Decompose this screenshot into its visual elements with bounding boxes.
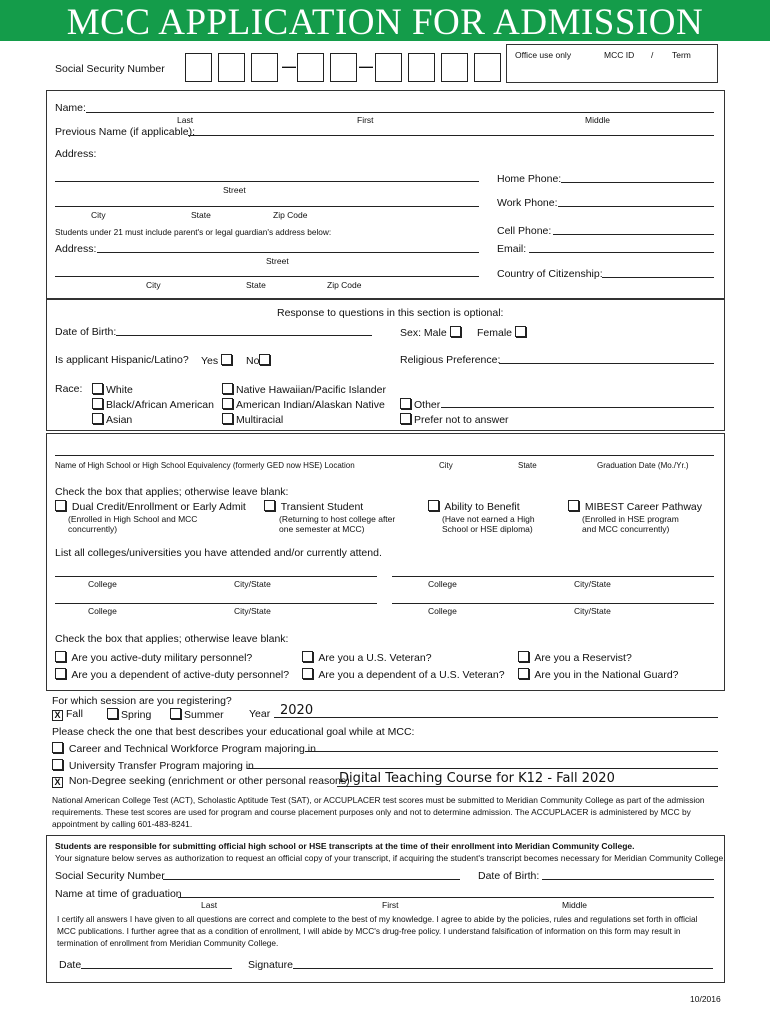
sex-male[interactable]: Sex: Male xyxy=(400,326,464,339)
city-state-zip-field[interactable] xyxy=(55,206,479,207)
date-label: Date xyxy=(59,959,82,971)
street-field[interactable] xyxy=(55,181,479,182)
previous-name-field[interactable] xyxy=(188,135,714,136)
hispanic-no[interactable]: No xyxy=(246,354,273,367)
name-grad-label: Name at time of graduation xyxy=(55,888,182,900)
college-caption-1: College xyxy=(88,579,117,589)
race-label: Race: xyxy=(55,383,83,395)
hispanic-label: Is applicant Hispanic/Latino? xyxy=(55,354,189,366)
city-state-caption-1: City/State xyxy=(234,579,271,589)
grad-first-caption: First xyxy=(382,900,399,910)
name-first-caption: First xyxy=(357,115,374,125)
nondegree-field[interactable] xyxy=(337,786,718,787)
reservist-checkbox[interactable] xyxy=(518,651,529,662)
race-multiracial[interactable]: Multiracial xyxy=(222,413,283,426)
ssn-dash-1: — xyxy=(282,58,296,74)
black-checkbox[interactable] xyxy=(92,398,103,409)
sig-dob-label: Date of Birth: xyxy=(478,870,540,882)
form-version: 10/2016 xyxy=(690,994,721,1004)
sig-dob-field[interactable] xyxy=(542,879,714,880)
ssn-label: Social Security Number xyxy=(55,63,165,75)
email-label: Email: xyxy=(497,243,527,255)
veteran-checkbox[interactable] xyxy=(302,651,313,662)
work-phone-field[interactable] xyxy=(558,206,714,207)
mibest-note-1: (Enrolled in HSE program xyxy=(582,514,679,524)
ssn-digit-2[interactable] xyxy=(218,53,245,82)
high-school-caption: Name of High School or High School Equivalency (formerly GED now HSE) Location xyxy=(55,461,355,470)
mibest-note-2: and MCC concurrently) xyxy=(582,524,670,534)
ability-checkbox[interactable] xyxy=(428,500,439,511)
city-state-caption-3: City/State xyxy=(234,606,271,616)
religious-label: Religious Preference: xyxy=(400,354,501,366)
ssn-digit-9[interactable] xyxy=(474,53,501,82)
session-summer[interactable]: Summer xyxy=(170,708,224,721)
city-state-caption-2: City/State xyxy=(574,579,611,589)
high-school-field[interactable] xyxy=(55,455,714,456)
office-use-label: Office use only xyxy=(515,50,572,60)
ssn-digit-8[interactable] xyxy=(441,53,468,82)
reservist-option[interactable]: Are you a Reservist? xyxy=(518,651,632,664)
personal-info-section xyxy=(46,90,725,299)
city-state-caption-4: City/State xyxy=(574,606,611,616)
zip-caption: Zip Code xyxy=(273,210,308,220)
race-black[interactable]: Black/African American xyxy=(92,398,214,411)
veteran-option[interactable]: Are you a U.S. Veteran? xyxy=(302,651,432,664)
college-caption-3: College xyxy=(88,606,117,616)
cell-phone-label: Cell Phone: xyxy=(497,225,552,237)
dob-label: Date of Birth: xyxy=(55,326,117,338)
religious-field[interactable] xyxy=(499,363,714,364)
dep-veteran-option[interactable]: Are you a dependent of a U.S. Veteran? xyxy=(302,668,505,681)
office-slash: / xyxy=(651,50,654,60)
year-value[interactable]: 2020 xyxy=(280,703,314,718)
guardian-zip-caption: Zip Code xyxy=(327,280,362,290)
dual-credit-option[interactable]: Dual Credit/Enrollment or Early Admit xyxy=(55,500,246,513)
home-phone-label: Home Phone: xyxy=(497,173,562,185)
hawaiian-checkbox[interactable] xyxy=(222,383,233,394)
country-label: Country of Citizenship: xyxy=(497,268,603,280)
spring-checkbox[interactable] xyxy=(107,708,118,719)
summer-checkbox[interactable] xyxy=(170,708,181,719)
ability-note-2: School or HSE diploma) xyxy=(442,524,533,534)
sig-ssn-field[interactable] xyxy=(163,879,460,880)
college-1-field[interactable] xyxy=(55,576,377,577)
colleges-list-label: List all colleges/universities you have attended and/or currently attend. xyxy=(55,547,382,559)
career-checkbox[interactable] xyxy=(52,742,63,753)
transient-note-1: (Returning to host college after xyxy=(279,514,396,524)
male-checkbox[interactable] xyxy=(450,326,461,337)
page-title: MCC APPLICATION FOR ADMISSION xyxy=(66,2,704,43)
name-grad-field[interactable] xyxy=(178,897,714,898)
mibest-option[interactable]: MIBEST Career Pathway xyxy=(568,500,702,513)
grad-last-caption: Last xyxy=(201,900,218,910)
fall-checkbox[interactable]: X xyxy=(52,710,63,721)
dual-credit-checkbox[interactable] xyxy=(55,500,66,511)
sig-ssn-label: Social Security Number xyxy=(55,870,165,882)
yes-checkbox[interactable] xyxy=(221,354,232,365)
signature-field[interactable] xyxy=(293,968,713,969)
name-field[interactable] xyxy=(86,112,714,113)
nondegree-checkbox[interactable]: X xyxy=(52,777,63,788)
college-caption-2: College xyxy=(428,579,457,589)
email-field[interactable] xyxy=(529,252,714,253)
grad-middle-caption: Middle xyxy=(562,900,588,910)
race-white[interactable]: White xyxy=(92,383,133,396)
guardian-street-field[interactable] xyxy=(97,252,479,253)
transient-option[interactable]: Transient Student xyxy=(264,500,363,513)
name-middle-caption: Middle xyxy=(585,115,611,125)
dual-note-1: (Enrolled in High School and MCC xyxy=(68,514,198,524)
transfer-major-field[interactable] xyxy=(247,768,718,769)
guardian-address-label: Address: xyxy=(55,243,97,255)
city-caption: City xyxy=(91,210,106,220)
race-other[interactable]: Other xyxy=(400,398,440,411)
race-indian[interactable]: American Indian/Alaskan Native xyxy=(222,398,385,411)
white-checkbox[interactable] xyxy=(92,383,103,394)
hispanic-yes[interactable]: Yes xyxy=(201,354,235,367)
ability-option[interactable]: Ability to Benefit xyxy=(428,500,520,513)
ssn-digit-4[interactable] xyxy=(297,53,324,82)
college-caption-4: College xyxy=(428,606,457,616)
authorization-note: Your signature below serves as authorization to request an official copy of your transcript, if acquiring the student's transcript becomes necessary for Meridian Community College. xyxy=(55,853,726,863)
work-phone-label: Work Phone: xyxy=(497,197,558,209)
street-caption: Street xyxy=(223,185,246,195)
other-checkbox[interactable] xyxy=(400,398,411,409)
guardian-city-caption: City xyxy=(146,280,161,290)
race-asian[interactable]: Asian xyxy=(92,413,132,426)
state-caption: State xyxy=(191,210,211,220)
college-4-field[interactable] xyxy=(392,603,714,604)
optional-heading: Response to questions in this section is optional: xyxy=(277,307,504,319)
under21-note: Students under 21 must include parent's or legal guardian's address below: xyxy=(55,227,332,237)
female-checkbox[interactable] xyxy=(515,326,526,337)
grad-date-caption: Graduation Date (Mo./Yr.) xyxy=(597,461,689,470)
college-2-field[interactable] xyxy=(392,576,714,577)
ssn-digit-1[interactable] xyxy=(185,53,212,82)
date-field[interactable] xyxy=(81,968,232,969)
goal-nondegree[interactable]: X Non-Degree seeking (enrichment or other personal reasons) xyxy=(52,775,350,788)
hs-city-caption: City xyxy=(439,461,453,470)
session-fall[interactable]: X Fall xyxy=(52,708,83,721)
nondegree-value[interactable]: Digital Teaching Course for K12 - Fall 2020 xyxy=(339,771,615,786)
guard-option[interactable]: Are you in the National Guard? xyxy=(518,668,679,681)
dep-veteran-checkbox[interactable] xyxy=(302,668,313,679)
term-label: Term xyxy=(672,50,691,60)
testing-paragraph: National American College Test (ACT), Scholastic Aptitude Test (SAT), or ACCUPLACER test scores must be submitted to Meridian Community College as part of the admission requirements. These test scores are used for program and course placement purposes only and not to determine admission. The ACCUPLACER is administered by MCC by appointment by calling 601-483-8241. xyxy=(52,795,705,829)
ssn-digit-6[interactable] xyxy=(375,53,402,82)
prefer-checkbox[interactable] xyxy=(400,413,411,424)
asian-checkbox[interactable] xyxy=(92,413,103,424)
guard-checkbox[interactable] xyxy=(518,668,529,679)
active-duty-option[interactable]: Are you active-duty military personnel? xyxy=(55,651,252,664)
certification-paragraph: I certify all answers I have given to all questions are correct and complete to the best of my knowledge. I agree to abide by the policies, rules and regulations set forth in official MCC publications. I further agree that as a condition of enrollment, I will abide by MCC's drug-free policy. I understand falsification of information on this form may result in termination of enrollment from Meridian Community College. xyxy=(57,914,698,948)
mibest-checkbox[interactable] xyxy=(568,500,579,511)
ssn-digit-3[interactable] xyxy=(251,53,278,82)
indian-checkbox[interactable] xyxy=(222,398,233,409)
dep-active-checkbox[interactable] xyxy=(55,668,66,679)
military-check-label: Check the box that applies; otherwise leave blank: xyxy=(55,633,289,645)
signature-label: Signature xyxy=(248,959,293,971)
transient-checkbox[interactable] xyxy=(264,500,275,511)
race-prefer[interactable]: Prefer not to answer xyxy=(400,413,509,426)
career-major-field[interactable] xyxy=(305,751,718,752)
name-label: Name: xyxy=(55,102,86,114)
session-label: For which session are you registering? xyxy=(52,695,232,707)
college-3-field[interactable] xyxy=(55,603,377,604)
goal-career[interactable]: Career and Technical Workforce Program majoring in xyxy=(52,742,316,755)
goal-transfer[interactable]: University Transfer Program majoring in xyxy=(52,759,254,772)
transient-note-2: one semester at MCC) xyxy=(279,524,365,534)
ssn-digit-7[interactable] xyxy=(408,53,435,82)
no-checkbox[interactable] xyxy=(259,354,270,365)
sex-female[interactable]: Female xyxy=(477,326,529,339)
session-spring[interactable]: Spring xyxy=(107,708,151,721)
transcript-notice: Students are responsible for submitting official high school or HSE transcripts at the time of their enrollment into Meridian Community College. xyxy=(55,841,635,851)
year-field[interactable] xyxy=(274,717,718,718)
dual-note-2: concurrently) xyxy=(68,524,118,534)
year-label: Year xyxy=(249,708,271,720)
guardian-street-caption: Street xyxy=(266,256,289,266)
active-duty-checkbox[interactable] xyxy=(55,651,66,662)
home-phone-field[interactable] xyxy=(561,182,714,183)
previous-name-label: Previous Name (if applicable): xyxy=(55,126,196,138)
address-label: Address: xyxy=(55,148,97,160)
guardian-city-field[interactable] xyxy=(55,276,479,277)
mcc-id-label: MCC ID xyxy=(604,50,635,60)
school-check-label: Check the box that applies; otherwise leave blank: xyxy=(55,486,289,498)
transfer-checkbox[interactable] xyxy=(52,759,63,770)
guardian-state-caption: State xyxy=(246,280,266,290)
race-hawaiian[interactable]: Native Hawaiian/Pacific Islander xyxy=(222,383,386,396)
ssn-dash-2: — xyxy=(359,58,373,74)
name-last-caption: Last xyxy=(177,115,194,125)
ability-note-1: (Have not earned a High xyxy=(442,514,535,524)
goal-label: Please check the one that best describes your educational goal while at MCC: xyxy=(52,726,415,738)
multiracial-checkbox[interactable] xyxy=(222,413,233,424)
dep-active-option[interactable]: Are you a dependent of active-duty personnel? xyxy=(55,668,289,681)
hs-state-caption: State xyxy=(518,461,537,470)
cell-phone-field[interactable] xyxy=(553,234,714,235)
dob-field[interactable] xyxy=(116,335,372,336)
country-field[interactable] xyxy=(602,277,714,278)
other-race-field[interactable] xyxy=(441,407,714,408)
ssn-digit-5[interactable] xyxy=(330,53,357,82)
